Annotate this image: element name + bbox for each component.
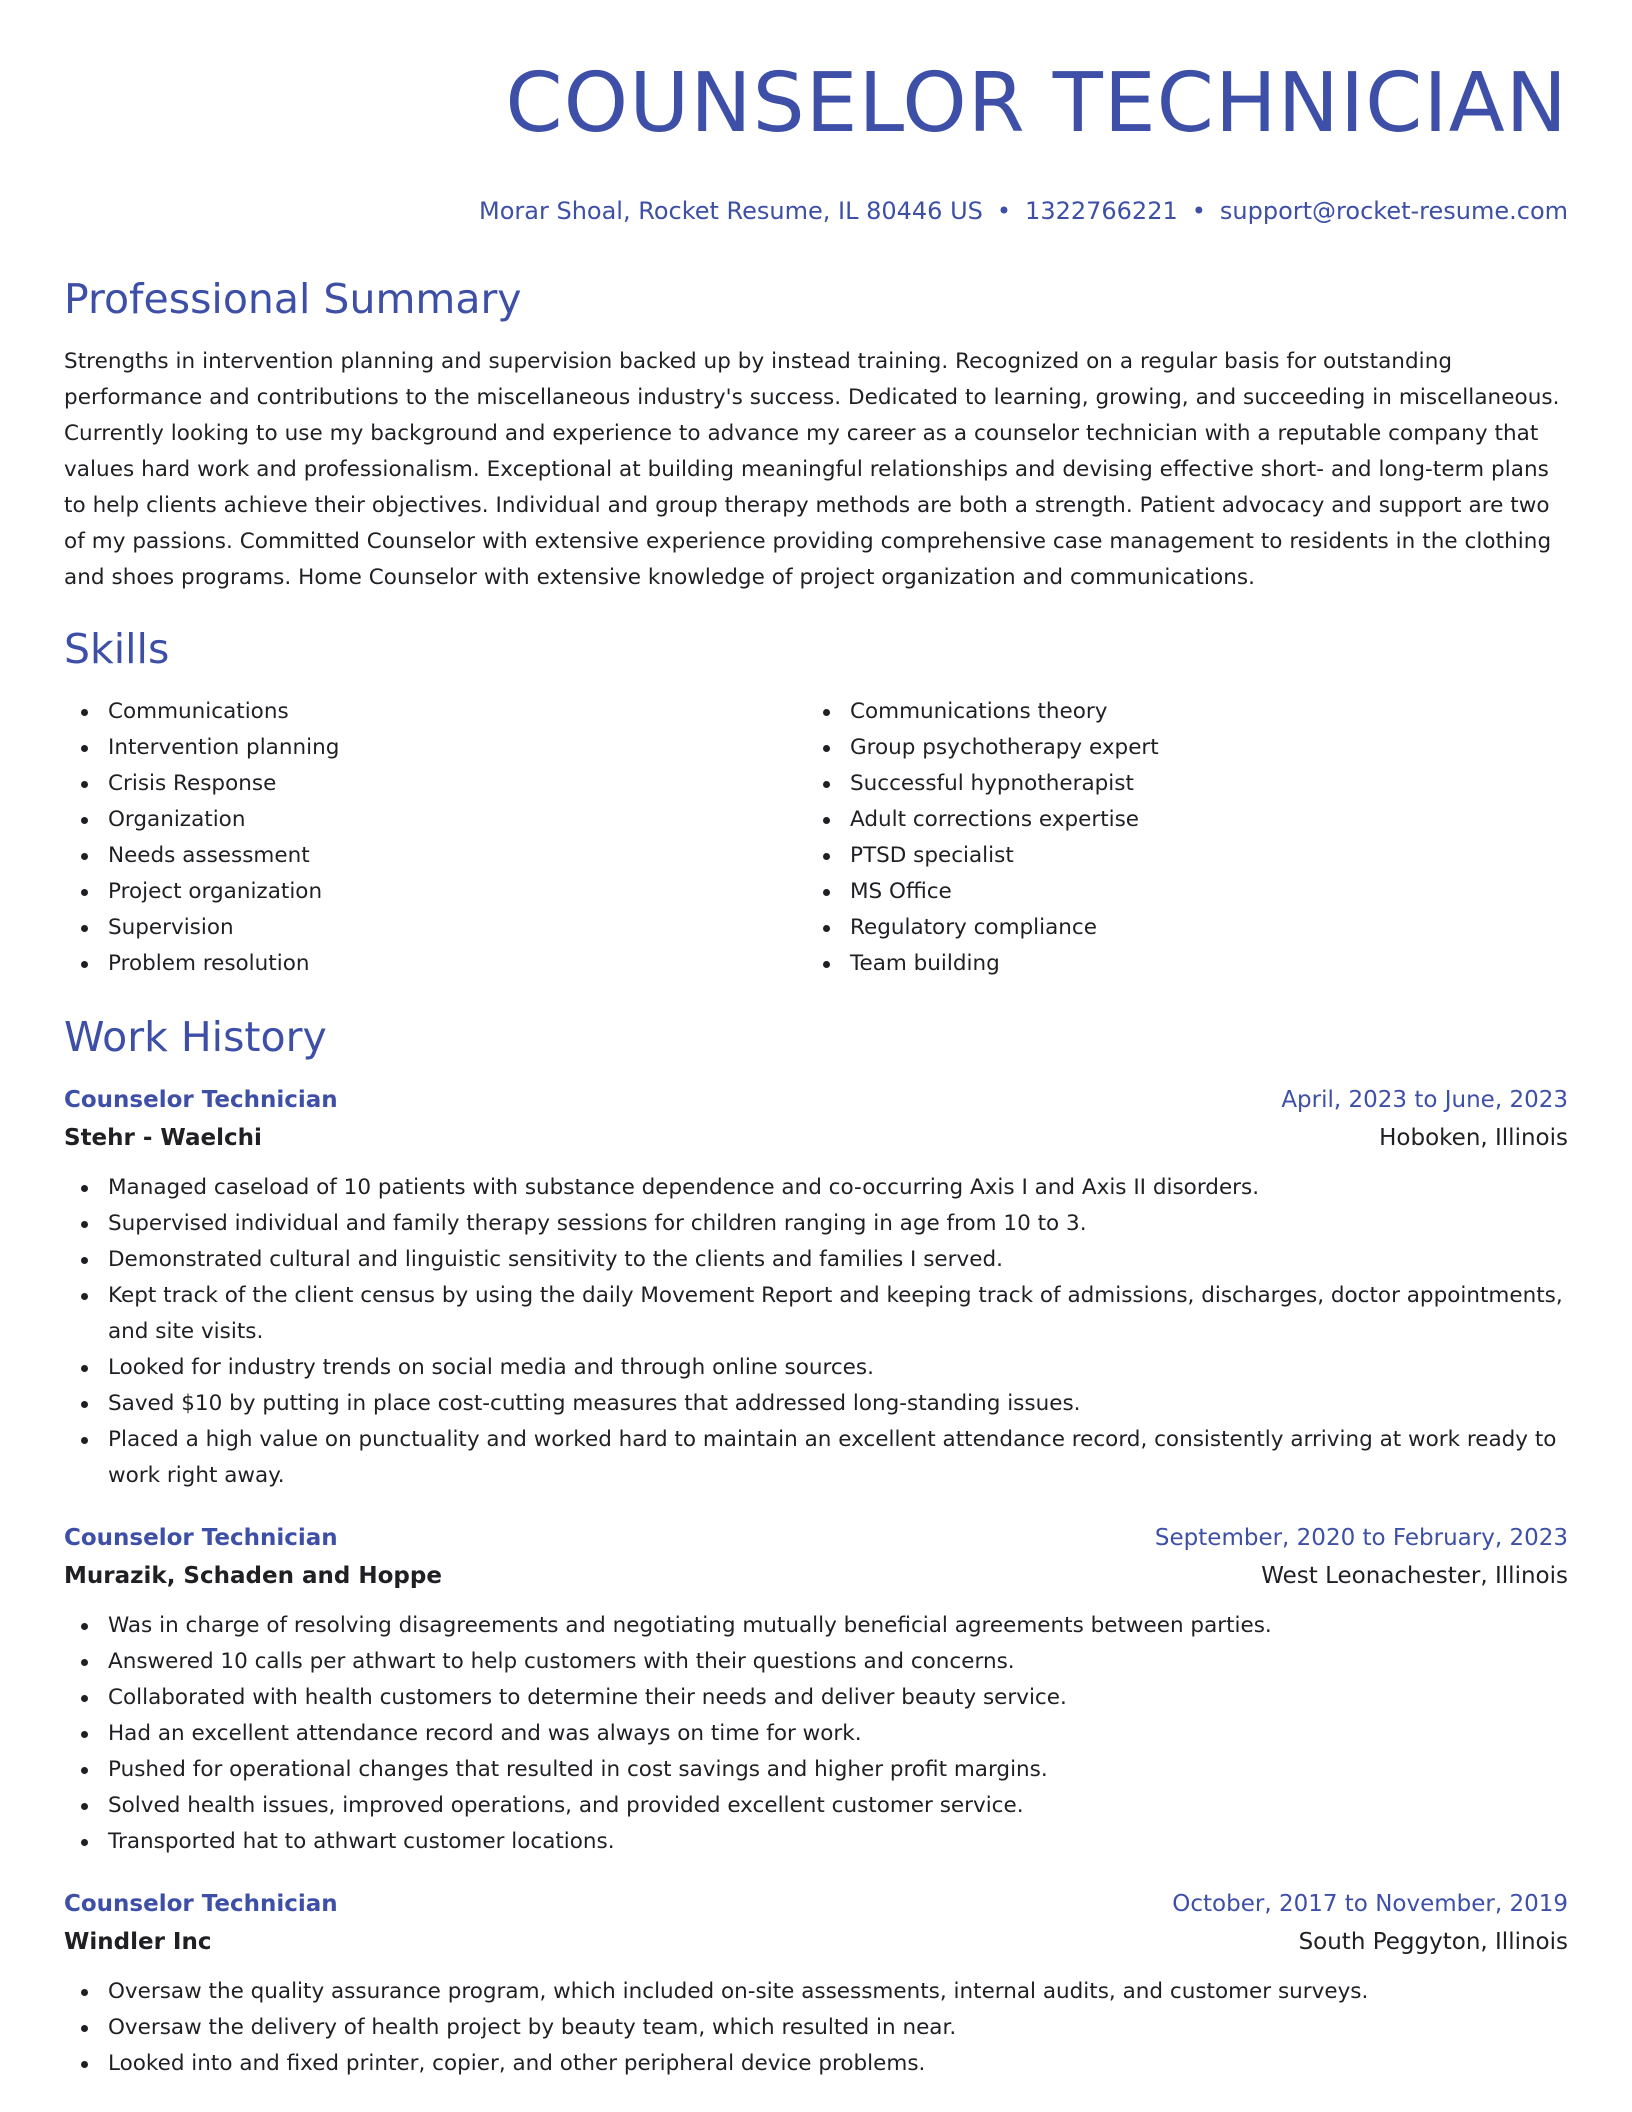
job-bullet: Answered 10 calls per athwart to help customers with their questions and concerns. — [64, 1644, 1568, 1680]
work-history-list — [64, 1082, 1568, 2082]
job-bullet: Supervised individual and family therapy sessions for children ranging in age from 10 to 3. — [64, 1206, 1568, 1242]
job-bullets — [64, 1974, 1568, 2082]
contact-line — [64, 194, 1568, 228]
job-bullet: Looked into and fixed printer, copier, and other peripheral device problems. — [64, 2046, 1568, 2082]
job-bullet: Placed a high value on punctuality and worked hard to maintain an excellent attendance record, consistently arriving at work ready to work right away. — [64, 1422, 1568, 1494]
job-bullet: Looked for industry trends on social media and through online sources. — [64, 1350, 1568, 1386]
job-bullet: Managed caseload of 10 patients with substance dependence and co-occurring Axis I and Axis II disorders. — [64, 1170, 1568, 1206]
job-location: Hoboken, Illinois — [1379, 1125, 1568, 1151]
job-entry — [64, 1082, 1568, 1494]
job-dates: September, 2020 to February, 2023 — [1154, 1525, 1568, 1551]
contact-phone: 1322766221 — [1025, 197, 1178, 225]
skills-heading: Skills — [64, 625, 170, 673]
job-bullet: Was in charge of resolving disagreements and negotiating mutually beneficial agreements between parties. — [64, 1608, 1568, 1644]
job-bullet: Solved health issues, improved operations, and provided excellent customer service. — [64, 1788, 1568, 1824]
skill-item: Adult corrections expertise — [806, 802, 1548, 838]
skill-item: Group psychotherapy expert — [806, 730, 1548, 766]
skill-item: Crisis Response — [64, 766, 806, 802]
work-history-heading: Work History — [64, 1013, 327, 1061]
contact-separator: • — [996, 197, 1012, 225]
resume-name: COUNSELOR TECHNICIAN — [505, 56, 1568, 151]
summary-heading: Professional Summary — [64, 275, 522, 323]
job-bullet: Saved $10 by putting in place cost-cutting measures that addressed long-standing issues. — [64, 1386, 1568, 1422]
skills-list — [64, 694, 1568, 982]
skill-item: PTSD specialist — [806, 838, 1548, 874]
skill-item: Supervision — [64, 910, 806, 946]
skill-item: Communications — [64, 694, 806, 730]
skill-item: Project organization — [64, 874, 806, 910]
skills-column-right — [806, 694, 1548, 982]
job-title-row — [64, 1520, 1568, 1556]
contact-email[interactable]: support@rocket-resume.com — [1219, 197, 1568, 225]
job-dates: April, 2023 to June, 2023 — [1281, 1087, 1568, 1113]
job-title: Counselor Technician — [64, 1891, 338, 1917]
skill-item: Problem resolution — [64, 946, 806, 982]
summary-text: Strengths in intervention planning and supervision backed up by instead training. Recognized on a regular basis for outstanding performance and contributions to the miscellaneous industry's success. Dedicated to learning, growing, and succeeding in miscellaneous. Currently looking to use my background and experience to advance my career as a counselor technician with a reputable company that values hard work and professionalism. Exceptional at building meaningful relationships and devising effective short- and long-term plans to help clients achieve their objectives. Individual and group therapy methods are both a strength. Patient advocacy and support are two of my passions. Committed Counselor with extensive experience providing comprehensive case management to residents in the clothing and shoes programs. Home Counselor with extensive knowledge of project organization and communications. — [64, 349, 1560, 590]
skill-item: MS Office — [806, 874, 1548, 910]
job-bullet: Demonstrated cultural and linguistic sensitivity to the clients and families I served. — [64, 1242, 1568, 1278]
job-title-row — [64, 1886, 1568, 1922]
job-bullet: Had an excellent attendance record and was always on time for work. — [64, 1716, 1568, 1752]
job-location: West Leonachester, Illinois — [1261, 1563, 1568, 1589]
skill-item: Regulatory compliance — [806, 910, 1548, 946]
job-company: Windler Inc — [64, 1929, 212, 1955]
job-bullets — [64, 1608, 1568, 1860]
job-dates: October, 2017 to November, 2019 — [1172, 1891, 1568, 1917]
job-entry — [64, 1886, 1568, 2082]
skill-item: Needs assessment — [64, 838, 806, 874]
job-title: Counselor Technician — [64, 1087, 338, 1113]
job-title-row — [64, 1082, 1568, 1118]
skill-item: Successful hypnotherapist — [806, 766, 1548, 802]
job-company-row — [64, 1922, 1568, 1962]
contact-separator: • — [1191, 197, 1206, 225]
skill-item: Organization — [64, 802, 806, 838]
skill-item: Team building — [806, 946, 1548, 982]
job-company-row — [64, 1556, 1568, 1596]
job-entry — [64, 1520, 1568, 1860]
job-company-row — [64, 1118, 1568, 1158]
job-bullet: Collaborated with health customers to determine their needs and deliver beauty service. — [64, 1680, 1568, 1716]
job-bullet: Kept track of the client census by using the daily Movement Report and keeping track of admissions, discharges, doctor appointments, and site visits. — [64, 1278, 1568, 1350]
job-bullet: Oversaw the delivery of health project by beauty team, which resulted in near. — [64, 2010, 1568, 2046]
skill-item: Intervention planning — [64, 730, 806, 766]
job-bullets — [64, 1170, 1568, 1494]
job-title: Counselor Technician — [64, 1525, 338, 1551]
job-bullet: Pushed for operational changes that resulted in cost savings and higher profit margins. — [64, 1752, 1568, 1788]
skills-column-left — [64, 694, 806, 982]
job-bullet: Transported hat to athwart customer locations. — [64, 1824, 1568, 1860]
job-company: Stehr - Waelchi — [64, 1125, 262, 1151]
job-company: Murazik, Schaden and Hoppe — [64, 1563, 442, 1589]
skill-item: Communications theory — [806, 694, 1548, 730]
job-location: South Peggyton, Illinois — [1298, 1929, 1568, 1955]
contact-address: Morar Shoal, Rocket Resume, IL 80446 US — [479, 197, 983, 225]
job-bullet: Oversaw the quality assurance program, which included on-site assessments, internal audits, and customer surveys. — [64, 1974, 1568, 2010]
